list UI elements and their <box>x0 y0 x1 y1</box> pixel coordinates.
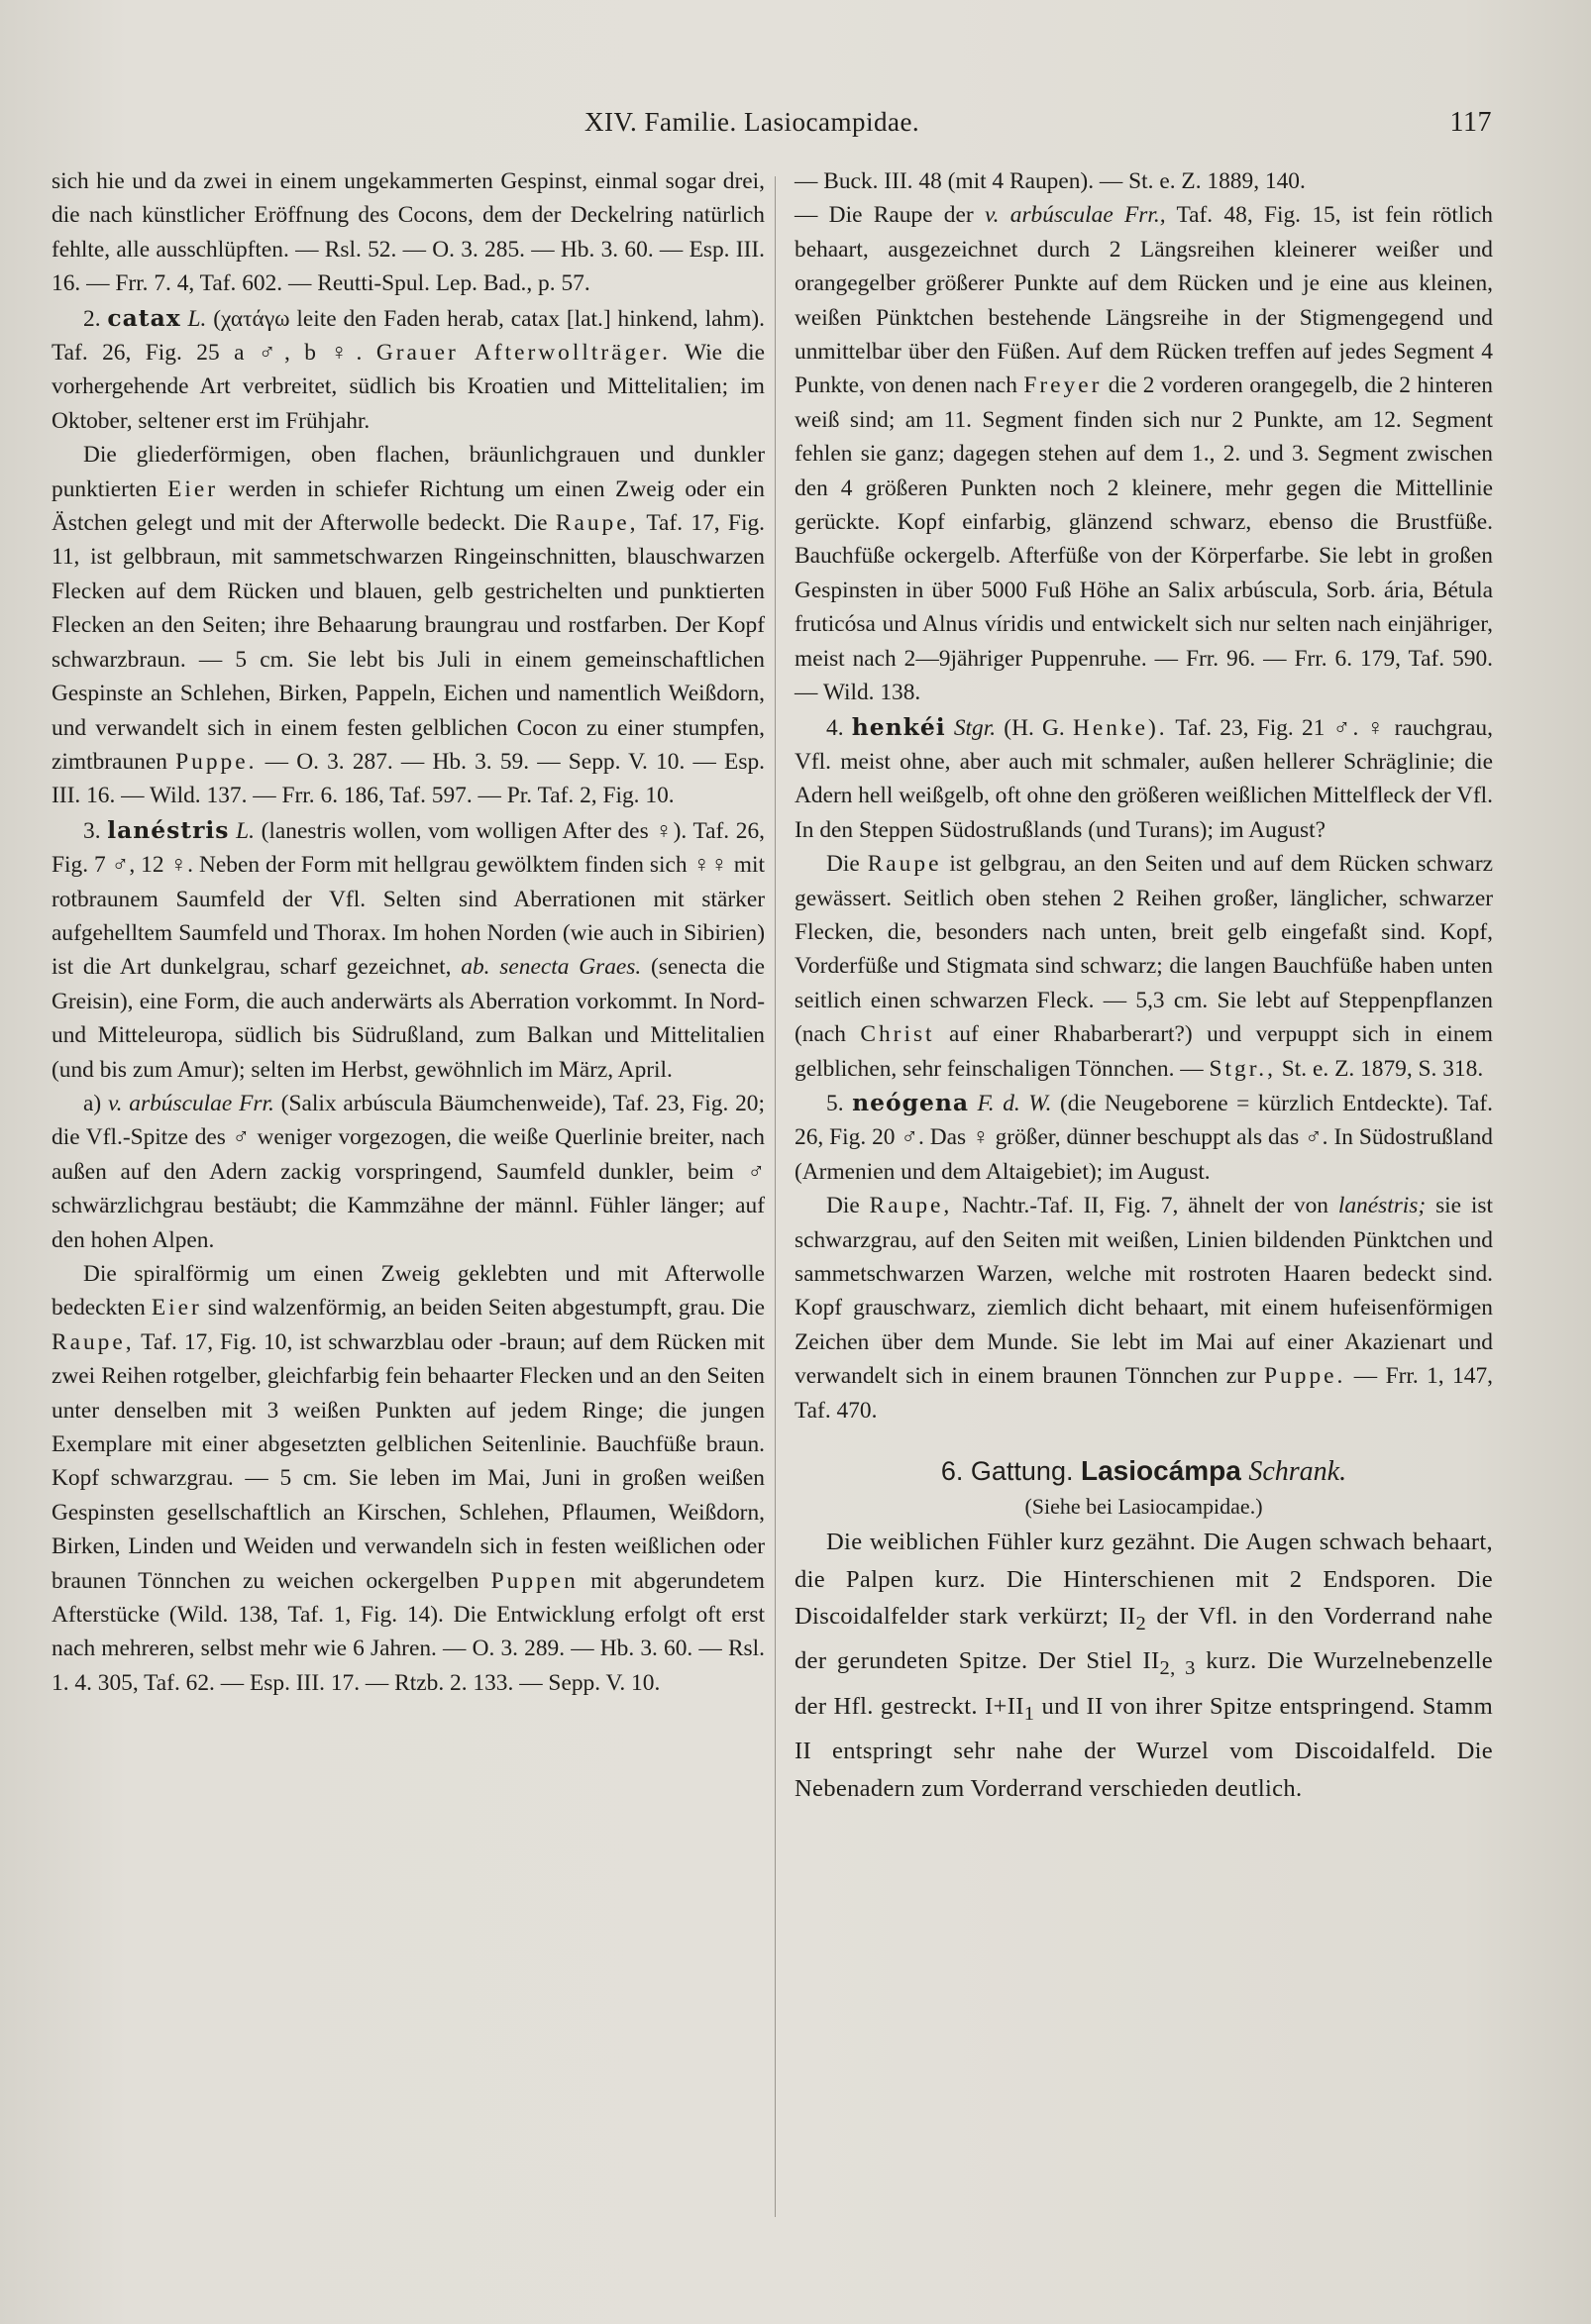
species-entry-neogena: 5. neógena F. d. W. (die Neugeborene = kürzlich Entdeckte). Taf. 26, Fig. 20 ♂. Das ♀ größer, dünner beschuppt als das ♂. In Südostrußland (Armenien und dem Altaigebiet); im August. <box>795 1088 1493 1185</box>
paragraph-references: — Buck. III. 48 (mit 4 Raupen). — St. e. Z. 1889, 140. <box>795 168 1306 194</box>
page-number: 117 <box>1449 107 1492 138</box>
species-entry-lanestris: 3. lanéstris L. (lanestris wollen, vom wolligen After des ♀). Taf. 26, Fig. 7 ♂, 12 ♀. Neben der Form mit hellgrau gewölktem finden sich ♀♀ mit rotbraunem Saumfeld der Vfl. Selten sind Aberrationen mit stärker aufgehelltem Saumfeld und Thorax. Im hohen Norden (wie auch in Sibirien) ist die Art dunkelgrau, scharf gezeichnet, ab. senecta Graes. (senecta die Greisin), eine Form, die auch anderwärts als Aberration vorkommt. In Nord- und Mitteleuropa, südlich bis Südrußland, zum Balkan und Mittelitalien (und bis zum Amur); selten im Herbst, gewöhnlich im März, April. <box>52 815 765 1083</box>
paragraph-genus-description: Die weiblichen Fühler kurz gezähnt. Die Augen schwach behaart, die Palpen kurz. Die Hinterschienen mit 2 Endsporen. Die Discoidalfelder stark verkürzt; $II_2$ der Vfl. in den Vorderrand nahe der gerundeten Spitze. Der Stiel $II_{2, 3}$ kurz. Die Wurzelnebenzelle der Hfl. gestreckt. $I+II_1$ und II von ihrer Spitze entspringend. Stamm II entspringt sehr nahe der Wurzel vom Discoidalfeld. Die Nebenadern zum Vorderrand verschieden deutlich. <box>795 1529 1494 1802</box>
paragraph-neogena-larva: Die Raupe, Nachtr.-Taf. II, Fig. 7, ähnelt der von lanéstris; sie ist schwarzgrau, auf den Seiten mit weißen, Linien bildenden Pünktchen und sammetschwarzen Warzen, welche mit rostroten Haaren bedeckt sind. Kopf grauschwarz, ziemlich dicht behaart, mit einem hufeisenförmigen Zeichen über dem Munde. Sie lebt im Mai auf einer Akazienart und verwandelt sich in einem braunen Tönnchen zur Puppe. — Frr. 1, 147, Taf. 470. <box>795 1193 1493 1424</box>
paragraph-arbusculae-larva: — Die Raupe der v. arbúsculae Frr., Taf. 48, Fig. 15, ist fein rötlich behaart, ausgezeichnet durch 2 Längsreihen kleinerer weißer und orangegelber größerer Punkte auf dem Rücken und je eine aus kleinen, weißen Pünktchen bestehende Längsreihe in der Stigmengegend und unmittelbar über den Füßen. Auf dem Rücken treffen auf jedes Segment 4 Punkte, von denen nach Freyer die 2 vorderen orangegelb, die 2 hinteren weiß sind; am 11. Segment finden sich nur 2 Punkte, am 12. Segment fehlen sie ganz; dagegen stehen auf dem 1., 2. und 3. Segment zwischen den 4 größeren Punkten noch 2 kleinere, mehr gegen die Mittellinie gerückte. Kopf einfarbig, glänzend schwarz, ebenso die Brustfüße. Bauchfüße ockergelb. Afterfüße von der Körperfarbe. Sie lebt in großen Gespinsten in über 5000 Fuß Höhe an Salix arbúscula, Sorb. ária, Bétula fruticósa und Alnus víridis und entwickelt sich nur selten nach einjähriger, meist nach 2—9jähriger Puppenruhe. — Frr. 96. — Frr. 6. 179, Taf. 590. — Wild. 138. <box>795 202 1493 706</box>
species-name-henkei: henkéi <box>851 712 946 741</box>
species-name-catax: catax <box>107 303 181 332</box>
common-name-catax: Grauer Afterwollträger. <box>375 340 671 367</box>
species-entry-catax: 2. catax L. (χατάγω leite den Faden herab, catax [lat.] hinkend, lahm). Taf. 26, Fig. 25 a ♂, b ♀. Grauer Afterwollträger. Wie die vorhergehende Art verbreitet, südlich bis Kroatien und Mittelitalien; im Oktober, seltener erst im Frühjahr. <box>52 303 765 434</box>
paragraph-lanestris-larva: Die spiralförmig um einen Zweig geklebten und mit Afterwolle bedeckten Eier sind walzenförmig, an beiden Seiten abgestumpft, grau. Die Raupe, Taf. 17, Fig. 10, ist schwarzblau oder -braun; auf dem Rücken mit zwei Reihen rotgelber, gleichfarbig fein behaarter Flecken und an den Seiten unter denselben mit 3 weißen Punkten auf jedem Ringe; die jungen Exemplare mit einer abgesetzten gelblichen Seitenlinie. Bauchfüße braun. Kopf schwarzgrau. — 5 cm. Sie leben im Mai, Juni in großen weißen Gespinsten gesellschaftlich an Kirschen, Schlehen, Pflaumen, Weißdorn, Birken, Linden und Weiden und verwandeln sich in festen weißlichen oder braunen Tönnchen zu weichen ockergelben Puppen mit abgerundetem Afterstücke (Wild. 138, Taf. 1, Fig. 14). Die Entwicklung erfolgt oft erst nach mehreren, selbst mehr wie 6 Jahren. — O. 3. 289. — Hb. 3. 60. — Rsl. 1. 4. 305, Taf. 62. — Esp. III. 17. — Rtzb. 2. 133. — Sepp. V. 10. <box>52 1261 765 1696</box>
genus-subheading: (Siehe bei Lasiocampidae.) <box>1024 1494 1263 1520</box>
right-column <box>795 164 1493 1807</box>
column-divider <box>775 176 776 2217</box>
genus-heading: 6. Gattung. Lasiocámpa Schrank. <box>940 1455 1347 1488</box>
header-family-title: XIV. Familie. Lasiocampidae. <box>584 107 920 137</box>
variety-entry-arbusculae: a) v. arbúsculae Frr. (Salix arbúscula Bäumchenweide), Taf. 23, Fig. 20; die Vfl.-Spitze des ♂ weniger vorgezogen, die weiße Querlinie breiter, nach außen auf den Adern zackig vorspringend, Saumfeld dunkler, beim ♂ schwärzlichgrau bestäubt; die Kammzähne der männl. Fühler länger; auf den hohen Alpen. <box>52 1090 765 1253</box>
running-header <box>584 99 1492 149</box>
paragraph-catax-larva: Die gliederförmigen, oben flachen, bräunlichgrauen und dunkler punktierten Eier werden in schiefer Richtung um einen Zweig oder ein Ästchen gelegt und mit der Afterwolle bedeckt. Die Raupe, Taf. 17, Fig. 11, ist gelbbraun, mit sammetschwarzen Ringeinschnitten, blauschwarzen Flecken auf dem Rücken und blauen, gelb gestrichelten und punktierten Flecken an den Seiten; ihre Behaarung braungrau und rostfarben. Der Kopf schwarzbraun. — 5 cm. Sie lebt bis Juli in einem gemeinschaftlichen Gespinste an Schlehen, Birken, Pappeln, Eichen und namentlich Weißdorn, und verwandelt sich in einem festen gelblichen Cocon zu einer stumpfen, zimtbraunen Puppe. — O. 3. 287. — Hb. 3. 59. — Sepp. V. 10. — Esp. III. 16. — Wild. 137. — Frr. 6. 186, Taf. 597. — Pr. Taf. 2, Fig. 10. <box>52 442 765 809</box>
paragraph-continuation: sich hie und da zwei in einem ungekammerten Gespinst, einmal sogar drei, die nach künstlicher Eröffnung des Cocons, dem der Deckelring natürlich fehlte, alle ausschlüpften. — Rsl. 52. — O. 3. 285. — Hb. 3. 60. — Esp. III. 16. — Frr. 7. 4, Taf. 602. — Reutti-Spul. Lep. Bad., p. 57. <box>52 168 765 297</box>
species-entry-henkei: 4. henkéi Stgr. (H. G. Henke). Taf. 23, Fig. 21 ♂. ♀ rauchgrau, Vfl. meist ohne, aber auch mit schmaler, außen hellerer Schräglinie; die Adern hell weißgelb, oft ohne den größeren weißlichen Mittelfleck der Vfl. In den Steppen Südostrußlands (und Turans); im August? <box>795 712 1493 843</box>
left-column <box>52 164 765 1700</box>
variety-name-arbusculae: v. arbúsculae Frr. <box>108 1090 274 1116</box>
aberration-name: ab. senecta Graes. <box>461 954 642 981</box>
paragraph-henkei-larva: Die Raupe ist gelbgrau, an den Seiten und auf dem Rücken schwarz gewässert. Seitlich oben stehen 2 Reihen großer, länglicher, schwarzer Flecken, die, besonders nach unten, breit gelb eingefaßt sind. Kopf, Vorderfüße und Stigmata sind schwarz; die langen Bauchfüße haben unten seitlich einen schwarzen Fleck. — 5,3 cm. Sie lebt auf Steppenpflanzen (nach Christ auf einer Rhabarberart?) und verpuppt sich in einem gelblichen, sehr feinschaligen Tönnchen. — Stgr., St. e. Z. 1879, S. 318. <box>795 851 1493 1082</box>
species-name-neogena: neógena <box>852 1088 969 1116</box>
genus-name: Lasiocámpa <box>1080 1455 1241 1487</box>
species-name-lanestris: lanéstris <box>107 815 230 844</box>
